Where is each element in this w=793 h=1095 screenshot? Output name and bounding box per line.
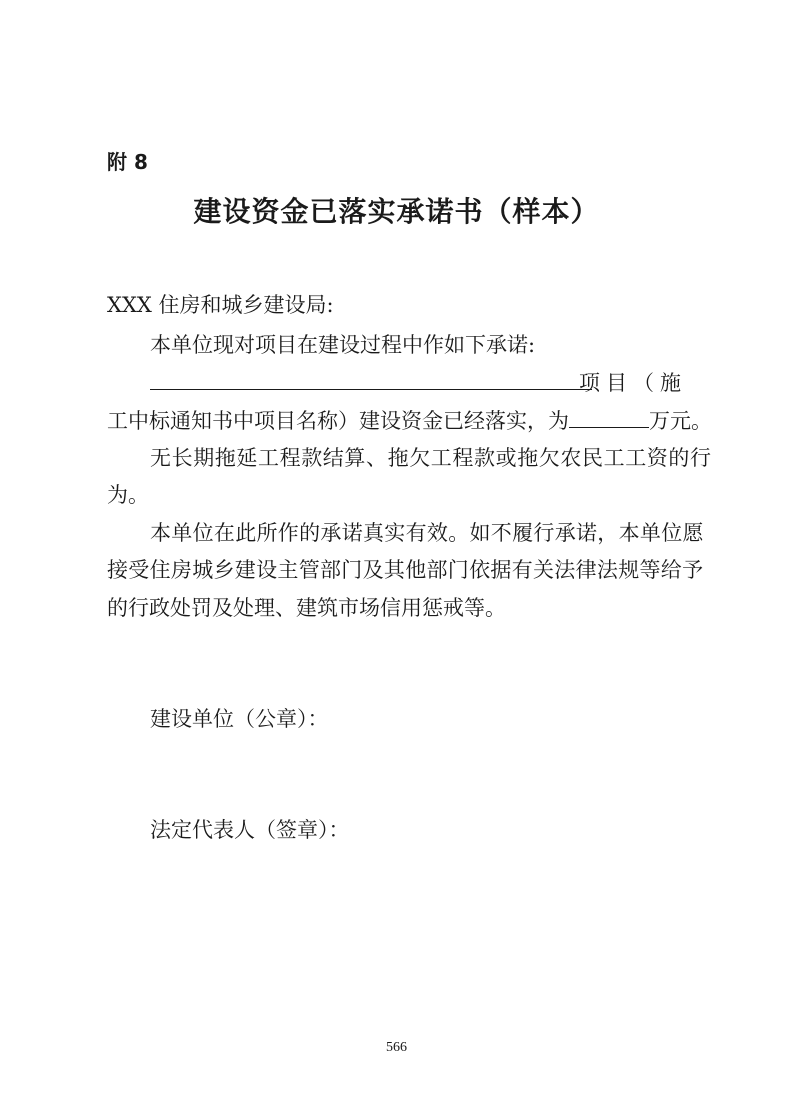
- commitment-clause-line3: 的行政处罚及处理、建筑市场信用惩戒等。: [107, 596, 506, 620]
- construction-unit-seal-label: 建设单位（公章）：: [150, 707, 329, 731]
- document-title: 建设资金已落实承诺书（样本）: [193, 195, 600, 228]
- wages-clause-line2: 为。: [107, 483, 149, 507]
- commitment-clause-line1: 本单位在此所作的承诺真实有效。如不履行承诺，本单位愿: [150, 521, 704, 545]
- attachment-label: 附 8: [107, 150, 148, 174]
- commitment-clause-line2: 接受住房城乡建设主管部门及其他部门依据有关法律法规等给予: [107, 558, 704, 582]
- recipient-line: XXX 住房和城乡建设局:: [107, 293, 334, 317]
- project-clause-tail: 项目（施: [579, 371, 687, 395]
- amount-blank: [569, 405, 649, 428]
- project-name-blank: [150, 367, 592, 390]
- legal-representative-label: 法定代表人（签章）：: [150, 818, 350, 842]
- amount-unit: 万元。: [649, 409, 712, 433]
- project-clause-line2: [107, 405, 712, 437]
- project-clause-text: 工中标通知书中项目名称）建设资金已经落实，为: [107, 409, 569, 433]
- wages-clause-line1: 无长期拖延工程款结算、拖欠工程款或拖欠农民工工资的行: [150, 446, 712, 470]
- intro-paragraph: 本单位现对项目在建设过程中作如下承诺:: [150, 333, 536, 357]
- page-number: 566: [386, 1040, 407, 1055]
- project-clause-line1: [150, 367, 687, 399]
